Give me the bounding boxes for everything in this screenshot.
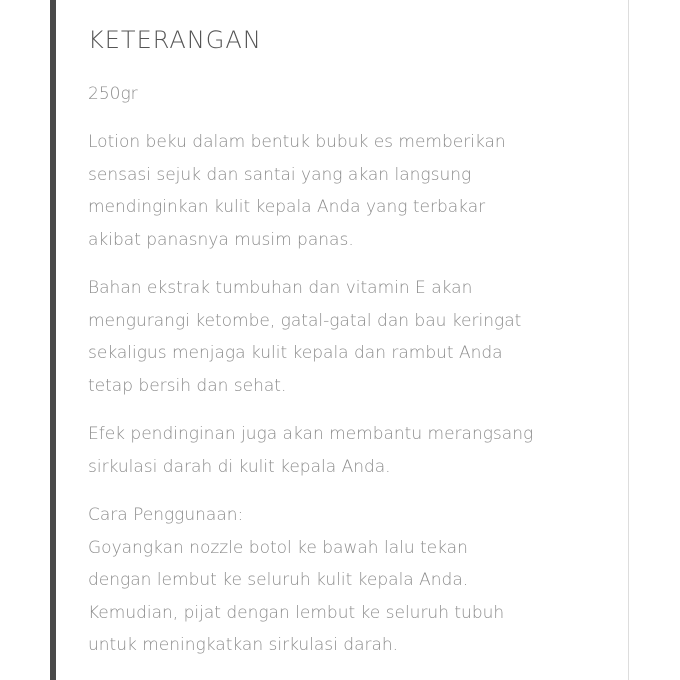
usage-line: dengan lembut ke seluruh kulit kepala Anda. xyxy=(88,570,469,590)
usage-line: Kemudian, pijat dengan lembut ke seluruh tubuh xyxy=(88,602,505,623)
right-border xyxy=(628,0,629,680)
paragraph-line: sekaligus menjaga kulit kepala dan rambut Anda xyxy=(88,343,503,363)
paragraph-line: tetap bersih dan sehat. xyxy=(88,375,287,396)
paragraph-2 xyxy=(88,272,618,402)
usage-line: untuk meningkatkan sirkulasi darah. xyxy=(88,635,399,655)
usage-instructions xyxy=(88,499,618,662)
paragraph-line: sensasi sejuk dan santai yang akan langsung xyxy=(88,164,472,185)
usage-title: Cara Penggunaan: xyxy=(88,505,244,525)
section-heading: KETERANGAN xyxy=(88,26,262,54)
paragraph-line: Efek pendinginan juga akan membantu merangsang xyxy=(88,424,534,444)
paragraph-3 xyxy=(88,418,618,483)
paragraph-line: mengurangi ketombe, gatal-gatal dan bau keringat xyxy=(88,310,522,331)
paragraph-line: Lotion beku dalam bentuk bubuk es memberikan xyxy=(88,132,506,152)
paragraph-line: Bahan ekstrak tumbuhan dan vitamin E akan xyxy=(88,278,473,298)
paragraph-1 xyxy=(88,126,618,256)
description-content xyxy=(88,22,618,662)
left-border xyxy=(50,0,56,680)
usage-line: Goyangkan nozzle botol ke bawah lalu tekan xyxy=(88,537,468,558)
paragraph-line: sirkulasi darah di kulit kepala Anda. xyxy=(88,456,391,477)
paragraph-line: akibat panasnya musim panas. xyxy=(88,229,354,250)
paragraph-line: mendinginkan kulit kepala Anda yang terbakar xyxy=(88,197,486,217)
product-weight: 250gr xyxy=(88,84,138,104)
